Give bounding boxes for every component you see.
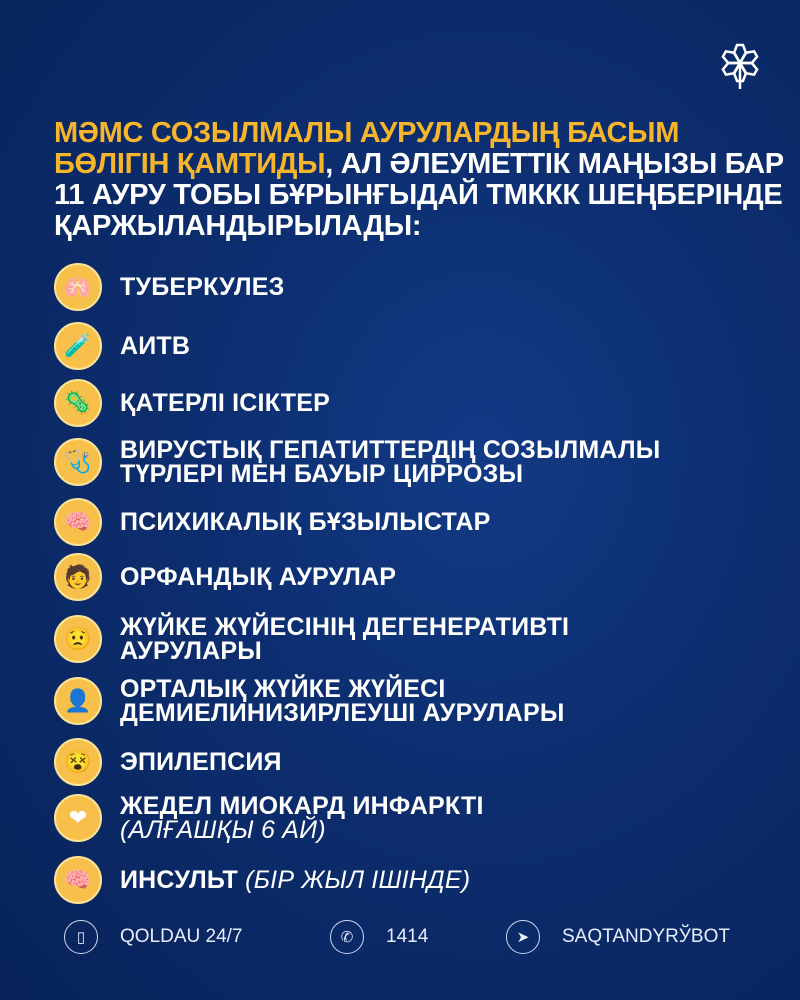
list-item	[54, 553, 396, 601]
item-label-line2: ТҮРЛЕРІ МЕН БАУЫР ЦИРРОЗЫ	[120, 460, 524, 488]
footer-bot	[506, 920, 730, 954]
list-item	[54, 322, 190, 370]
item-note: (БІР ЖЫЛ ІШІНДЕ)	[245, 866, 471, 894]
item-label: ЖҮЙКЕ ЖҮЙЕСІНІҢ ДЕГЕНЕРАТИВТІ	[120, 613, 570, 641]
test-tube-icon: 🧪	[54, 322, 102, 370]
item-label: ПСИХИКАЛЫҚ БҰЗЫЛЫСТАР	[120, 508, 491, 536]
list-item	[54, 438, 660, 486]
heading-rest: , АЛ ӘЛЕУМЕТТІК МАҢЫЗЫ БАР 11 АУРУ ТОБЫ БҰРЫНҒЫДАЙ ТМККК ШЕҢБЕРІНДЕ ҚАРЖЫЛАНДЫРЫЛАДЫ:	[54, 148, 784, 242]
page-heading	[54, 118, 784, 242]
item-label-line2: АУРУЛАРЫ	[120, 637, 262, 665]
item-label: ҚАТЕРЛІ ІСІКТЕР	[120, 389, 330, 417]
phone-number: 1414	[386, 926, 429, 947]
head-brain-icon: 🧠	[54, 498, 102, 546]
item-label-line2: ДЕМИЕЛИНИЗИРЛЕУШІ АУРУЛАРЫ	[120, 699, 565, 727]
footer-phone	[330, 920, 428, 954]
face-icon: 😟	[54, 615, 102, 663]
app-label: QOLDAU 24/7	[120, 926, 243, 947]
brain-icon: 🧠	[54, 856, 102, 904]
list-item	[54, 794, 484, 842]
smartphone-icon: ▯	[64, 920, 98, 954]
liver-icon: 🩺	[54, 438, 102, 486]
patient-icon: 🧑	[54, 553, 102, 601]
lungs-icon: 🫁	[54, 263, 102, 311]
item-label: ОРФАНДЫҚ АУРУЛАР	[120, 563, 397, 591]
phone-icon: ✆	[330, 920, 364, 954]
item-label: АИТВ	[120, 332, 191, 360]
bot-label: SAQTANDYRЎBOT	[562, 926, 730, 947]
item-label: ИНСУЛЬТ	[120, 866, 239, 894]
footer-app	[64, 920, 243, 954]
item-label: ТУБЕРКУЛЕЗ	[120, 273, 285, 301]
item-label-line2: (АЛҒАШҚЫ 6 АЙ)	[120, 816, 326, 844]
list-item	[54, 677, 565, 725]
item-label: ОРТАЛЫҚ ЖҮЙКЕ ЖҮЙЕСІ	[120, 675, 446, 703]
logo-icon	[712, 35, 768, 91]
item-label: ВИРУСТЫҚ ГЕПАТИТТЕРДІҢ СОЗЫЛМАЛЫ	[120, 436, 661, 464]
list-item	[54, 738, 282, 786]
list-item	[54, 263, 285, 311]
footer	[60, 920, 760, 966]
item-label: ЭПИЛЕПСИЯ	[120, 748, 282, 776]
list-item	[54, 615, 569, 663]
list-item	[54, 379, 330, 427]
heart-icon: ❤	[54, 794, 102, 842]
person-icon: 👤	[54, 677, 102, 725]
list-item	[54, 856, 470, 904]
list-item	[54, 498, 491, 546]
item-label: ЖЕДЕЛ МИОКАРД ИНФАРКТІ	[120, 792, 484, 820]
telegram-icon: ➤	[506, 920, 540, 954]
dizzy-face-icon: 😵	[54, 738, 102, 786]
cancer-cell-icon: 🦠	[54, 379, 102, 427]
heading-highlight: МӘМС СОЗЫЛМАЛЫ АУРУЛАРДЫҢ БАСЫМ БӨЛІГІН ҚАМТИДЫ	[54, 117, 680, 180]
